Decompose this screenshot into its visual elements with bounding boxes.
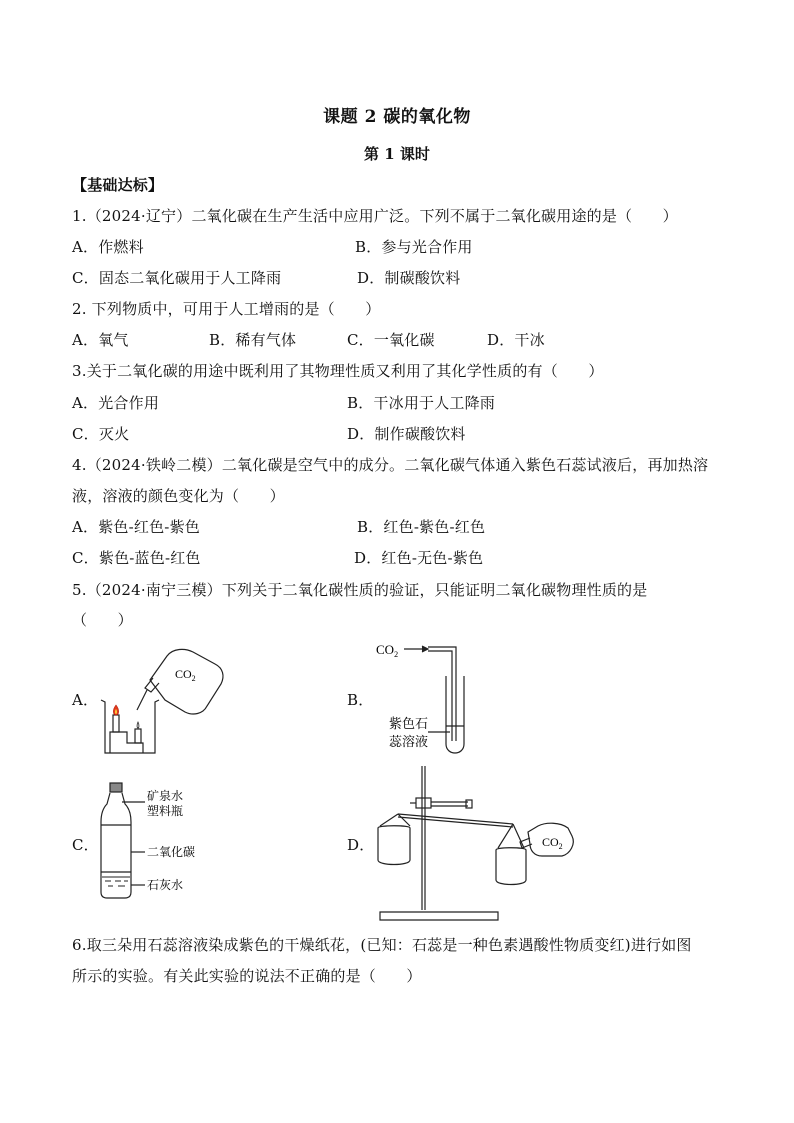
q2-stem: 2. 下列物质中，可用于人工增雨的是（ ）	[72, 300, 381, 318]
q4-option-d: D．红色-无色-紫色	[354, 549, 484, 567]
figure-c-bottle-label-1: 矿泉水	[147, 789, 184, 803]
q3-option-b: B．干冰用于人工降雨	[347, 394, 496, 412]
figure-b-liquid-label-2: 蕊溶液	[389, 734, 429, 749]
q4-stem-line2: 液，溶液的颜色变化为（ ）	[72, 487, 285, 505]
figure-a-candles-beaker	[95, 640, 230, 760]
q1-option-d: D．制碳酸饮料	[357, 269, 461, 287]
q5-stem-line1: 5.（2024·南宁三模）下列关于二氧化碳性质的验证，只能证明二氧化碳物理性质的是	[72, 581, 648, 599]
q3-stem: 3.关于二氧化碳的用途中既利用了其物理性质又利用了其化学性质的有（ ）	[72, 362, 604, 380]
figure-c-liquid-label: 石灰水	[147, 878, 184, 892]
figure-d-co2-label: $CO_2$	[542, 835, 563, 851]
q4-option-a: A．紫色-红色-紫色	[72, 518, 200, 536]
figure-c-gas-label: 二氧化碳	[147, 845, 196, 859]
figure-c-plastic-bottle	[97, 780, 232, 902]
page-title: 课题 2 碳的氧化物	[323, 107, 471, 127]
q5-option-d-label: D．	[347, 836, 375, 854]
q1-option-a: A．作燃料	[72, 238, 144, 256]
q1-option-b: B．参与光合作用	[355, 238, 473, 256]
q6-stem-line2: 所示的实验。有关此实验的说法不正确的是（ ）	[72, 967, 422, 985]
page-subtitle: 第 1 课时	[364, 145, 430, 163]
figure-d-balance	[370, 762, 585, 926]
q3-option-d: D．制作碳酸饮料	[347, 425, 466, 443]
q4-option-c: C．紫色-蓝色-红色	[72, 549, 201, 567]
q1-stem: 1.（2024·辽宁）二氧化碳在生产生活中应用广泛。下列不属于二氧化碳用途的是（ ）	[72, 207, 678, 225]
figure-b-test-tube	[370, 636, 480, 761]
q2-option-d: D．干冰	[487, 331, 545, 349]
q5-option-c-label: C．	[72, 836, 99, 854]
q2-option-b: B．稀有气体	[209, 331, 297, 349]
figure-b-liquid-label-1: 紫色石	[389, 716, 429, 731]
q2-option-a: A．氧气	[72, 331, 129, 349]
q2-option-c: C．一氧化碳	[347, 331, 435, 349]
q3-option-a: A．光合作用	[72, 394, 160, 412]
figure-a-co2-label: $CO_2$	[175, 667, 196, 683]
q3-option-c: C．灭火	[72, 425, 130, 443]
q5-option-a-label: A．	[72, 691, 99, 709]
q4-option-b: B．红色-紫色-红色	[357, 518, 486, 536]
section-label: 【基础达标】	[72, 176, 164, 194]
q6-stem-line1: 6.取三朵用石蕊溶液染成紫色的干燥纸花，(已知：石蕊是一种色素遇酸性物质变红)进行如图	[72, 936, 692, 954]
q4-stem-line1: 4.（2024·铁岭二模）二氧化碳是空气中的成分。二氧化碳气体通入紫色石蕊试液后，再加热溶	[72, 456, 709, 474]
figure-c-bottle-label-2: 塑料瓶	[147, 804, 184, 818]
q5-option-b-label: B．	[347, 691, 374, 709]
q5-stem-line2: （ ）	[72, 611, 133, 629]
figure-b-co2-label: $CO_2$	[376, 642, 399, 659]
q1-option-c: C．固态二氧化碳用于人工降雨	[72, 269, 282, 287]
